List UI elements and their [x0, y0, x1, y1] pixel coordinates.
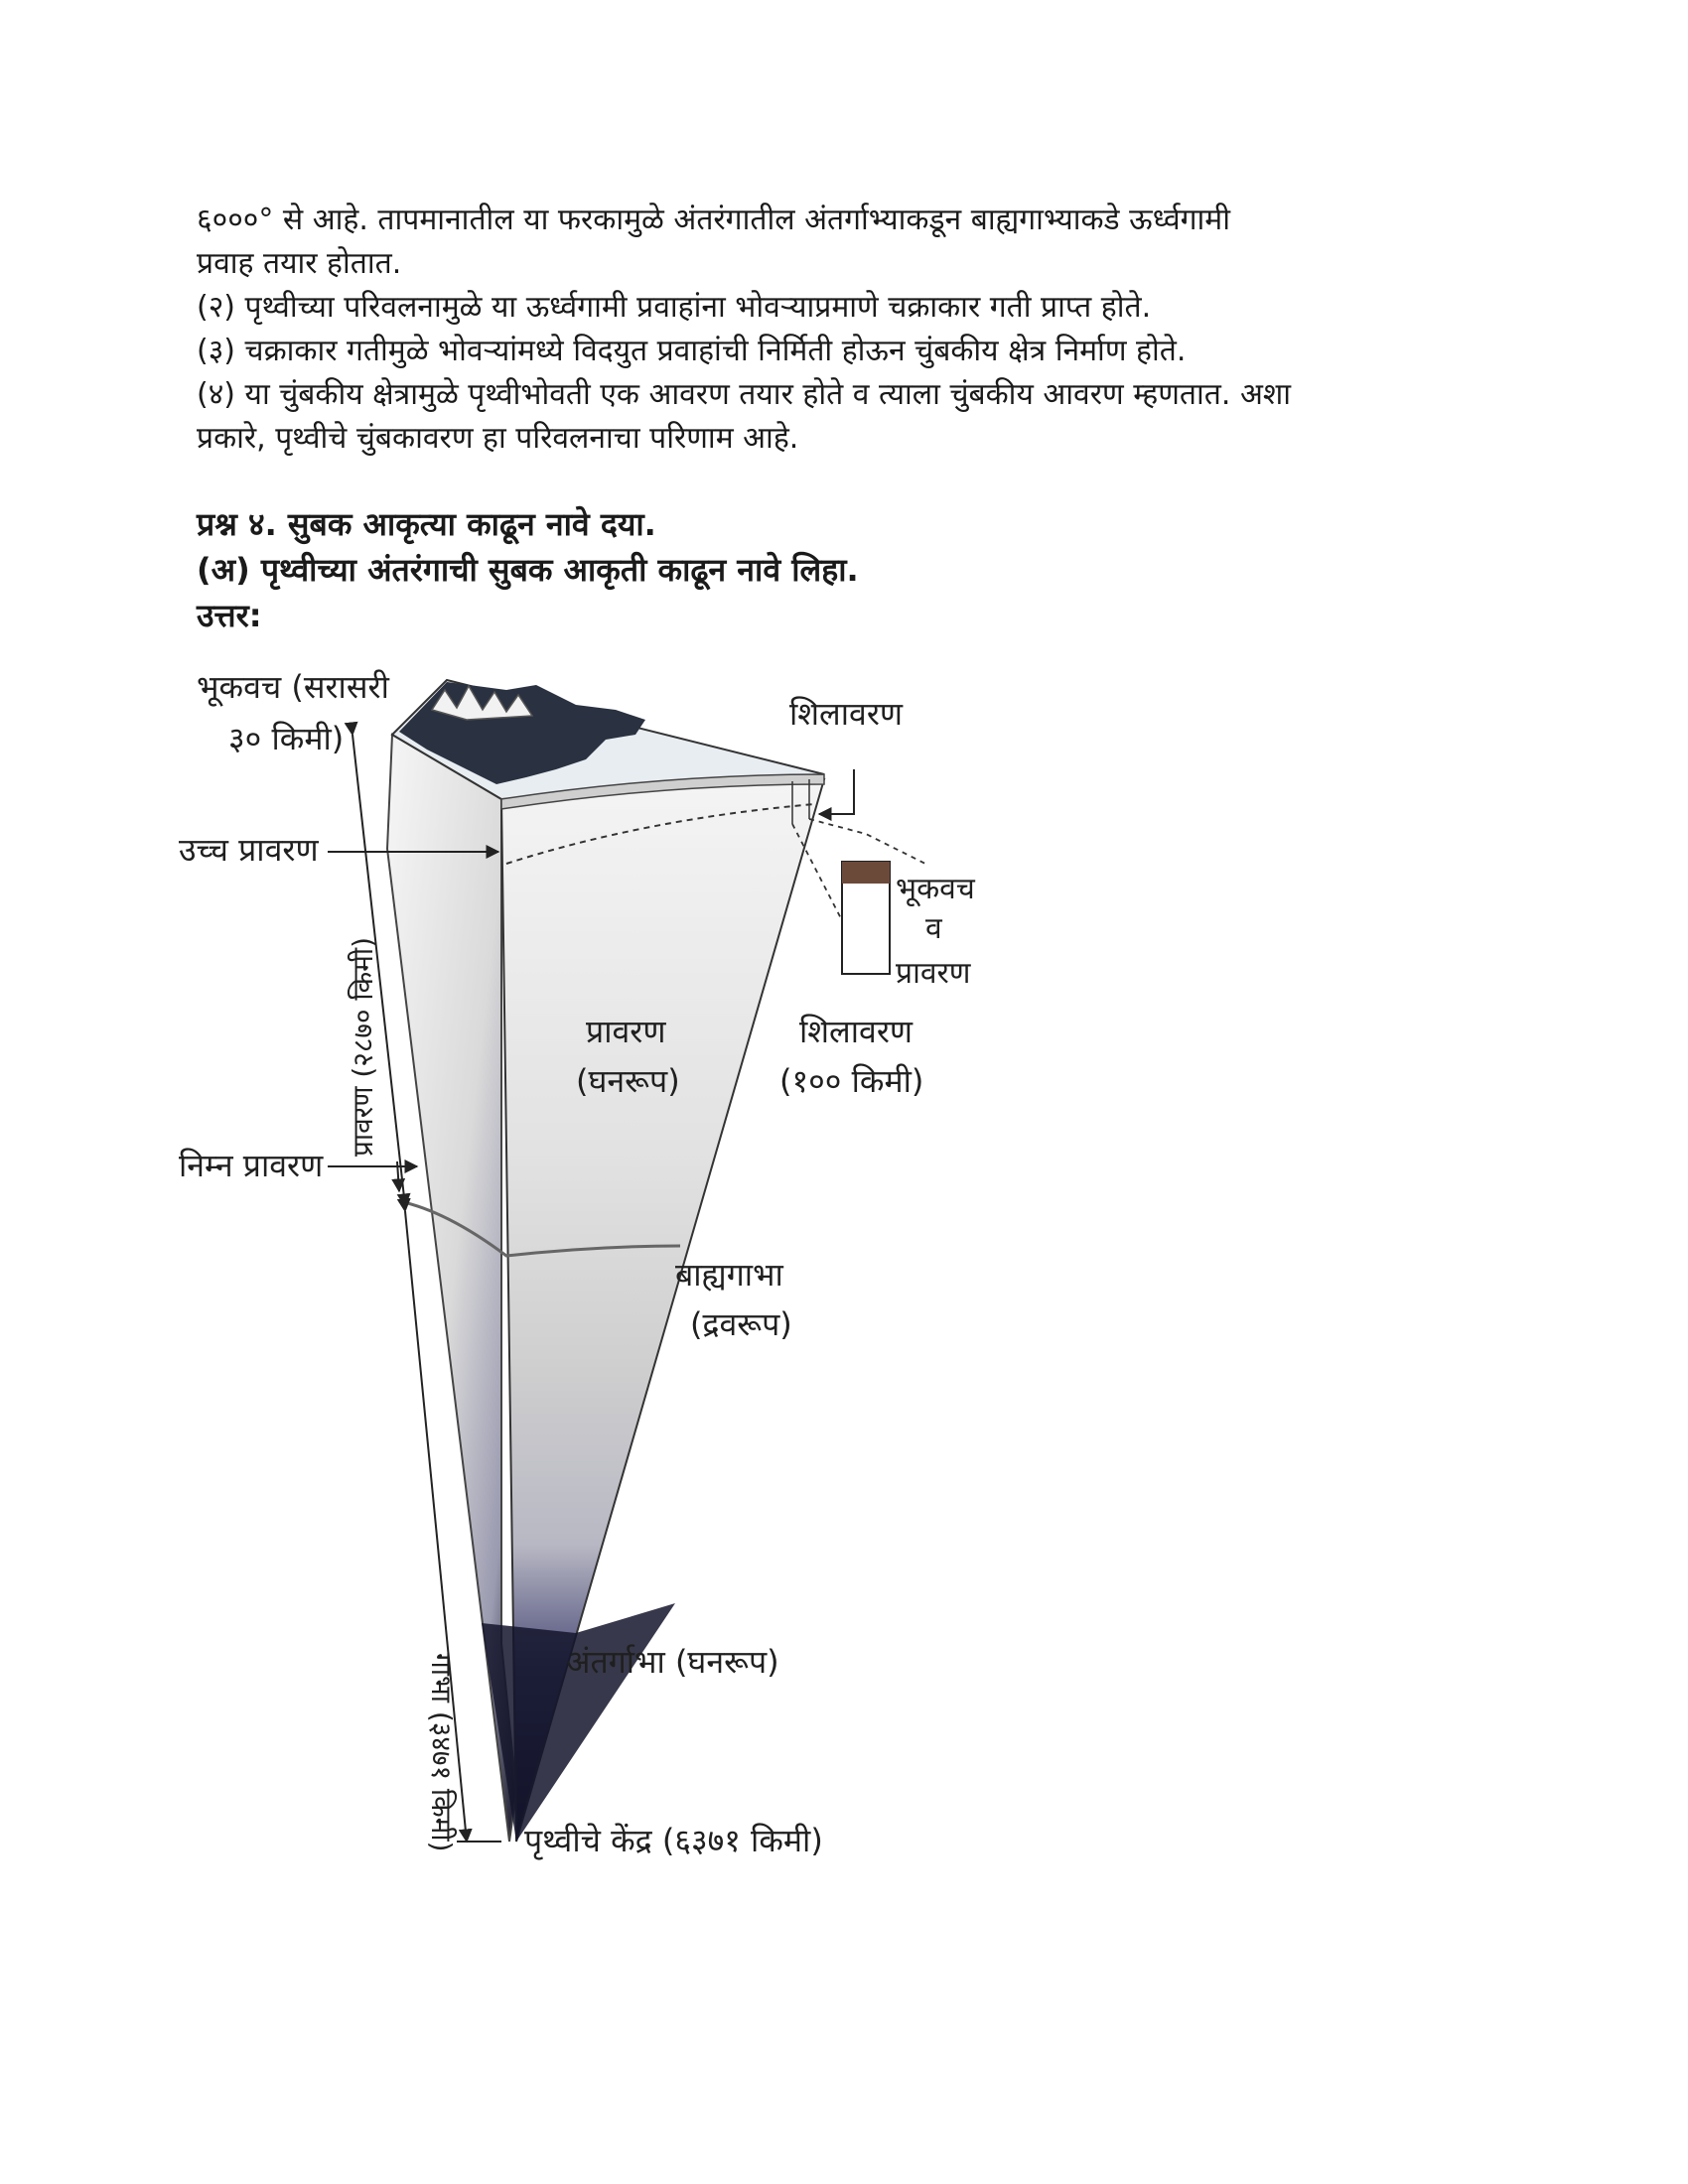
label-upper-mantle: उच्च प्रावरण [179, 831, 319, 869]
label-mantle: प्रावरण [586, 1013, 666, 1050]
paragraph-line: (३) चक्राकार गतीमुळे भोवऱ्यांमध्ये विदयुत प्रवाहांची निर्मिती होऊन चुंबकीय क्षेत्र निर्माण होते. [197, 334, 1187, 368]
label-core-depth: गाभा (३४७१ किमी) [425, 1653, 458, 1852]
paragraph-line: ६०००° से आहे. तापमानातील या फरकामुळे अंतरंगातील अंतर्गाभ्याकडून बाह्यगाभ्याकडे ऊर्ध्वगामी [197, 203, 1231, 237]
inset-crust-band [842, 862, 890, 884]
paragraph-line: (२) पृथ्वीच्या परिवलनामुळे या ऊर्ध्वगामी प्रवाहांना भोवऱ्याप्रमाणे चक्राकार गती प्राप्त होते. [197, 290, 1152, 325]
label-center: पृथ्वीचे केंद्र (६३७१ किमी) [524, 1822, 823, 1859]
question-title: प्रश्न ४. सुबक आकृत्या काढून नावे दया. [197, 505, 656, 543]
label-lower-mantle: निम्न प्रावरण [179, 1147, 324, 1184]
label-inner-core: अंतर्गाभा (घनरूप) [566, 1643, 779, 1681]
question-subtitle: (अ) पृथ्वीच्या अंतरंगाची सुबक आकृती काढून नावे लिहा. [197, 551, 859, 589]
paragraph-line: प्रवाह तयार होतात. [197, 246, 402, 281]
paragraph-line: प्रकारे, पृथ्वीचे चुंबकावरण हा परिवलनाचा परिणाम आहे. [197, 421, 799, 456]
label-outer-core: बाह्यगाभा [675, 1256, 783, 1294]
label-inset-and: व [925, 911, 942, 946]
answer-label: उत्तर: [197, 597, 262, 634]
inset-pointer [809, 819, 925, 864]
label-inset-mantle: प्रावरण [896, 956, 971, 991]
label-crust-1: भूकवच (सरासरी [197, 668, 389, 706]
label-inset-crust: भूकवच [896, 872, 975, 906]
question-block [197, 501, 1487, 638]
label-mantle-state: (घनरूप) [576, 1062, 680, 1100]
label-lithosphere-top: शिलावरण [789, 695, 904, 733]
label-crust-2: ३० किमी) [228, 720, 345, 757]
label-lithosphere-depth: (१०० किमी) [779, 1062, 924, 1100]
label-mantle-depth: प्रावरण (२८७० किमी) [347, 936, 379, 1157]
label-lithosphere: शिलावरण [799, 1013, 914, 1050]
answer-paragraph [197, 199, 1517, 461]
paragraph-line: (४) या चुंबकीय क्षेत्रामुळे पृथ्वीभोवती एक आवरण तयार होते व त्याला चुंबकीय आवरण म्हणतात. अशा [197, 377, 1292, 412]
label-outer-core-state: (द्रवरूप) [690, 1305, 792, 1343]
earth-interior-diagram [179, 650, 1072, 1891]
